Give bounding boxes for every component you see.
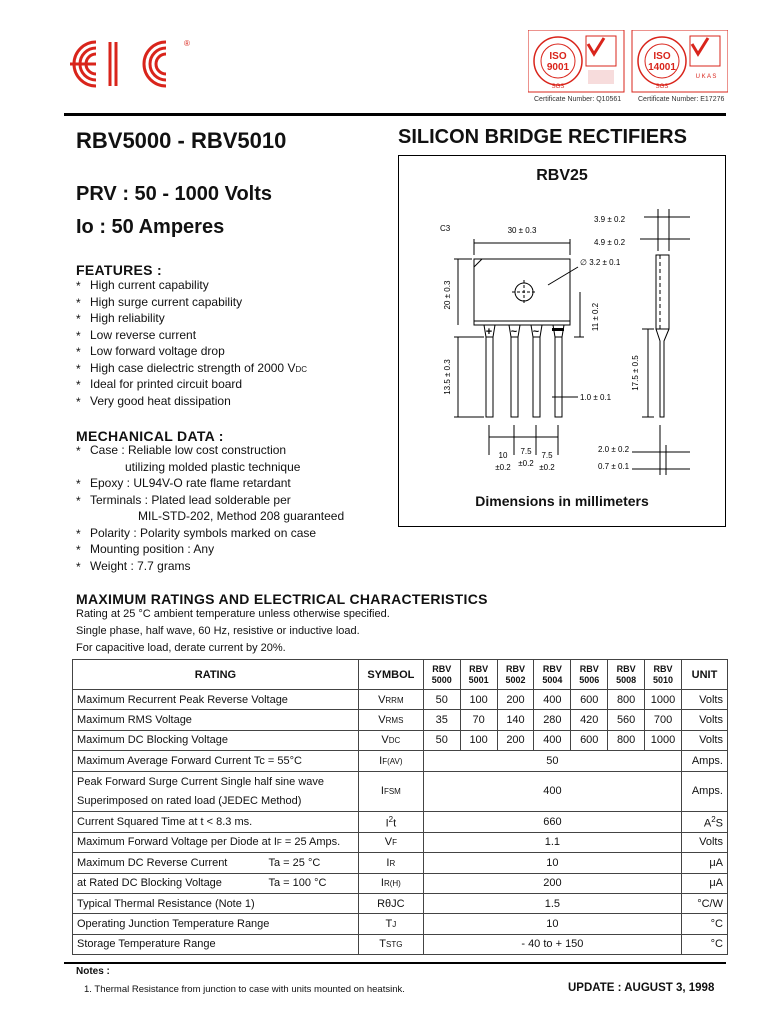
svg-text:9001: 9001 — [546, 62, 570, 73]
feature-item: * Very good heat dissipation — [76, 393, 307, 410]
features-heading: FEATURES : — [76, 262, 162, 278]
package-outline-drawing — [398, 155, 726, 495]
cert-badges — [528, 30, 728, 110]
ratings-condition: For capacitive load, derate current by 20%. — [76, 642, 286, 654]
mech-item: * Weight : 7.7 grams — [76, 558, 344, 575]
svg-text:10: 10 — [498, 451, 508, 460]
ratings-condition: Single phase, half wave, 60 Hz, resistive or inductive load. — [76, 625, 360, 637]
io-spec: Io : 50 Amperes — [76, 216, 225, 238]
table-row: Maximum RMS Voltage VRMS 35 70 140 280 420 560 700 Volts — [73, 710, 728, 730]
svg-text:ISO: ISO — [653, 51, 671, 62]
cert1-number: Certificate Number: Q10561 — [534, 96, 622, 103]
svg-text:±0.2: ±0.2 — [518, 459, 534, 468]
feature-item: * High reliability — [76, 310, 307, 327]
prv-spec: PRV : 50 - 1000 Volts — [76, 183, 273, 205]
svg-text:®: ® — [184, 39, 190, 48]
table-row: Maximum DC Blocking Voltage VDC 50 100 200 400 600 800 1000 Volts — [73, 730, 728, 750]
svg-text:SGS: SGS — [655, 84, 669, 90]
svg-text:C3: C3 — [440, 224, 451, 233]
table-row: Peak Forward Surge Current Single half sine wave IFSM 400 Amps. — [73, 771, 728, 791]
svg-text:±0.2: ±0.2 — [539, 463, 555, 472]
svg-text:30 ± 0.3: 30 ± 0.3 — [507, 226, 537, 235]
footer-rule — [64, 962, 726, 964]
col-model: RBV 5004 — [534, 660, 571, 690]
table-row: at Rated DC Blocking Voltage Ta = 100 °C IR(H) 200 μA — [73, 873, 728, 893]
note-item: 1. Thermal Resistance from junction to case with units mounted on heatsink. — [84, 984, 405, 995]
part-range: RBV5000 - RBV5010 — [76, 128, 287, 153]
package-name: RBV25 — [536, 167, 588, 184]
col-symbol: SYMBOL — [358, 660, 423, 690]
feature-item: * Low reverse current — [76, 327, 307, 344]
col-unit: UNIT — [681, 660, 727, 690]
svg-text:1.0 ± 0.1: 1.0 ± 0.1 — [580, 393, 612, 402]
mech-item: * Polarity : Polarity symbols marked on case — [76, 525, 344, 542]
iso-cert-icons — [528, 30, 728, 94]
table-row: Operating Junction Temperature Range TJ 10 °C — [73, 914, 728, 934]
update-date: UPDATE : AUGUST 3, 1998 — [568, 982, 715, 994]
feature-item: * Ideal for printed circuit board — [76, 376, 307, 393]
svg-text:∅ 3.2 ± 0.1: ∅ 3.2 ± 0.1 — [580, 258, 621, 267]
mech-item: * Mounting position : Any — [76, 541, 344, 558]
eic-logo — [66, 34, 206, 94]
svg-text:3.9 ± 0.2: 3.9 ± 0.2 — [594, 215, 626, 224]
mech-item-cont: MIL-STD-202, Method 208 guaranteed — [138, 509, 345, 523]
table-header-row — [73, 660, 728, 690]
table-row: Maximum Average Forward Current Tc = 55°C IF(AV) 50 Amps. — [73, 751, 728, 771]
doc-title: SILICON BRIDGE RECTIFIERS — [398, 126, 687, 148]
table-row: Current Squared Time at t < 8.3 ms. $I^2t$ 660 $A^2S$ — [73, 812, 728, 832]
svg-text:0.7 ± 0.1: 0.7 ± 0.1 — [598, 462, 630, 471]
table-row: Storage Temperature Range TSTG - 40 to + 150 °C — [73, 934, 728, 954]
table-row: Maximum DC Reverse Current Ta = 25 °C IR 10 μA — [73, 853, 728, 873]
svg-text:U K A S: U K A S — [695, 74, 717, 80]
svg-text:4.9 ± 0.2: 4.9 ± 0.2 — [594, 238, 626, 247]
svg-text:~: ~ — [532, 326, 540, 338]
feature-item: * High surge current capability — [76, 294, 307, 311]
svg-text:11 ± 0.2: 11 ± 0.2 — [591, 302, 600, 332]
ratings-condition: Rating at 25 °C ambient temperature unless otherwise specified. — [76, 608, 390, 620]
mechanical-list — [76, 442, 344, 574]
cert2-number: Certificate Number: E17276 — [638, 96, 725, 103]
dimensions-caption: Dimensions in millimeters — [475, 493, 649, 509]
svg-text:ISO: ISO — [549, 51, 567, 62]
svg-text:+: + — [485, 326, 493, 338]
mech-item: * Terminals : Plated lead solderable per — [76, 492, 344, 509]
svg-text:2.0 ± 0.2: 2.0 ± 0.2 — [598, 445, 630, 454]
mech-item: * Epoxy : UL94V-O rate flame retardant — [76, 475, 344, 492]
mech-item: * Case : Reliable low cost construction — [76, 442, 344, 459]
ratings-heading: MAXIMUM RATINGS AND ELECTRICAL CHARACTERISTICS — [76, 591, 488, 607]
svg-text:7.5: 7.5 — [520, 447, 532, 456]
svg-text:13.5 ± 0.3: 13.5 ± 0.3 — [443, 359, 452, 395]
col-model: RBV 5010 — [645, 660, 682, 690]
col-model: RBV 5002 — [497, 660, 534, 690]
table-row: Maximum Recurrent Peak Reverse Voltage VRRM 50 100 200 400 600 800 1000 Volts — [73, 690, 728, 710]
feature-item: * High current capability — [76, 277, 307, 294]
svg-text:20 ± 0.3: 20 ± 0.3 — [443, 280, 452, 310]
mech-item-cont: utilizing molded plastic technique — [125, 459, 301, 474]
features-list — [76, 277, 307, 409]
ratings-table — [72, 659, 728, 955]
table-row: Typical Thermal Resistance (Note 1) RθJC 1.5 °C/W — [73, 893, 728, 913]
col-model: RBV 5000 — [423, 660, 460, 690]
feature-item: * Low forward voltage drop — [76, 343, 307, 360]
table-row: Superimposed on rated load (JEDEC Method) — [73, 791, 728, 811]
col-model: RBV 5001 — [460, 660, 497, 690]
col-rating: RATING — [73, 660, 359, 690]
header-rule — [64, 113, 726, 116]
svg-text:SGS: SGS — [551, 84, 565, 90]
svg-text:17.5 ± 0.5: 17.5 ± 0.5 — [631, 355, 640, 391]
svg-text:7.5: 7.5 — [541, 451, 553, 460]
col-model: RBV 5008 — [608, 660, 645, 690]
notes-heading: Notes : — [76, 966, 110, 977]
feature-item: * High case dielectric strength of 2000 VDC — [76, 360, 307, 377]
svg-text:±0.2: ±0.2 — [495, 463, 511, 472]
svg-text:~: ~ — [510, 326, 518, 338]
col-model: RBV 5006 — [571, 660, 608, 690]
table-row: Maximum Forward Voltage per Diode at IF = 25 Amps. VF 1.1 Volts — [73, 832, 728, 852]
svg-text:14001: 14001 — [648, 62, 676, 73]
mechanical-heading: MECHANICAL DATA : — [76, 428, 224, 444]
